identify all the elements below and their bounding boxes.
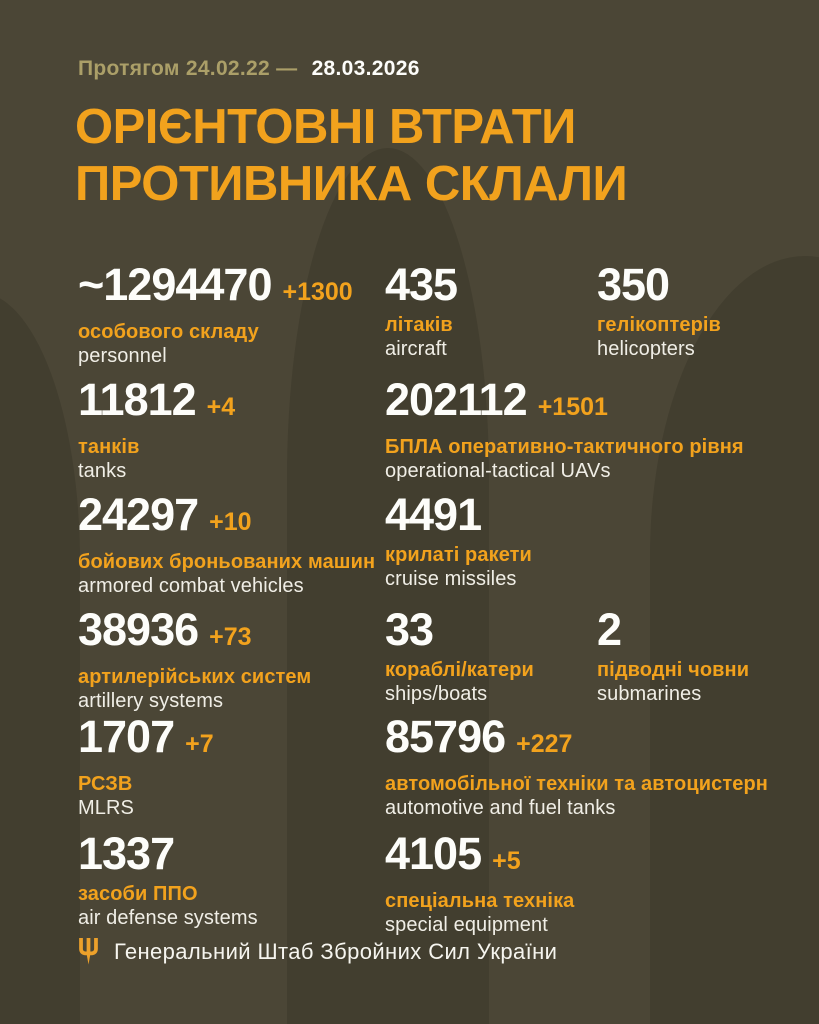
stat-label-ua: кораблі/катери — [385, 659, 534, 681]
footer-text: Генеральний Штаб Збройних Сил України — [114, 938, 558, 964]
page-title-line2: ПРОТИВНИКА СКЛАЛИ — [75, 157, 628, 211]
stat-ships-boats — [385, 604, 534, 707]
stat-delta: +10 — [209, 508, 252, 536]
stat-label-en: submarines — [597, 683, 702, 705]
stat-label-en: automotive and fuel tanks — [385, 797, 616, 819]
date-range-start: Протягом 24.02.22 — — [78, 57, 298, 80]
stat-artillery-systems — [78, 604, 312, 714]
stat-label-en: helicopters — [597, 338, 695, 360]
shell-silhouette-left — [0, 292, 80, 1024]
stat-label-en: MLRS — [78, 797, 134, 819]
stat-value: 11812 — [78, 374, 196, 425]
stat-label-ua: літаків — [385, 314, 453, 336]
stat-label-en: air defense systems — [78, 907, 258, 929]
stat-value: ~1294470 — [78, 259, 272, 310]
stat-value: 33 — [385, 604, 434, 655]
page-title — [75, 99, 627, 213]
stat-aircraft — [385, 259, 468, 362]
stat-value: 435 — [385, 259, 458, 310]
stat-value: 4105 — [385, 828, 482, 879]
stat-delta: +73 — [209, 623, 252, 651]
stat-label-ua: засоби ППО — [78, 883, 198, 905]
stat-value: 2 — [597, 604, 622, 655]
stat-delta: +4 — [206, 393, 236, 421]
date-range — [78, 57, 420, 81]
stat-value: 38936 — [78, 604, 199, 655]
stat-value: 1337 — [78, 828, 175, 879]
stat-helicopters — [597, 259, 721, 362]
stat-value: 24297 — [78, 489, 199, 540]
stat-label-ua: БПЛА оперативно-тактичного рівня — [385, 436, 744, 458]
stat-label-ua: крилаті ракети — [385, 544, 532, 566]
stat-label-ua: артилерійських систем — [78, 666, 312, 688]
stat-label-ua: гелікоптерів — [597, 314, 721, 336]
stat-label-en: special equipment — [385, 914, 548, 936]
stat-label-ua: спеціальна техніка — [385, 890, 575, 912]
page-title-line1: ОРІЄНТОВНІ ВТРАТИ — [75, 100, 576, 154]
stat-label-en: armored combat vehicles — [78, 575, 304, 597]
stat-label-ua: бойових броньованих машин — [78, 551, 376, 573]
stat-value: 202112 — [385, 374, 527, 425]
stat-delta: +7 — [185, 730, 214, 758]
stat-value: 85796 — [385, 711, 506, 762]
stat-uavs — [385, 374, 744, 484]
stat-special-equipment — [385, 828, 575, 938]
date-range-end: 28.03.2026 — [311, 57, 420, 80]
stat-value: 350 — [597, 259, 670, 310]
stat-automotive — [385, 711, 768, 821]
stat-label-en: tanks — [78, 460, 127, 482]
stat-label-en: ships/boats — [385, 683, 488, 705]
stat-delta: +1300 — [282, 278, 353, 306]
stat-label-ua: автомобільної техніки та автоцистерн — [385, 773, 768, 795]
stat-label-en: cruise missiles — [385, 568, 517, 590]
stat-label-en: operational-tactical UAVs — [385, 460, 611, 482]
stat-value: 1707 — [78, 711, 175, 762]
stat-tanks — [78, 374, 236, 484]
stat-delta: +5 — [492, 847, 521, 875]
stat-value: 4491 — [385, 489, 482, 540]
stat-label-ua: особового складу — [78, 321, 259, 343]
stat-label-en: artillery systems — [78, 690, 224, 712]
stat-air-defense — [78, 828, 258, 931]
stat-label-ua: підводні човни — [597, 659, 750, 681]
stat-delta: +227 — [516, 730, 573, 758]
footer — [78, 938, 557, 965]
stat-armored-combat-vehicles — [78, 489, 376, 599]
stat-personnel — [78, 259, 353, 369]
stat-submarines — [597, 604, 750, 707]
stat-cruise-missiles — [385, 489, 532, 592]
stat-delta: +1501 — [537, 393, 608, 421]
stat-label-ua: танків — [78, 436, 140, 458]
stat-mlrs — [78, 711, 214, 821]
stat-label-en: aircraft — [385, 338, 447, 360]
stat-label-ua: РСЗВ — [78, 773, 133, 795]
stat-label-en: personnel — [78, 345, 167, 367]
trident-icon — [78, 938, 99, 965]
